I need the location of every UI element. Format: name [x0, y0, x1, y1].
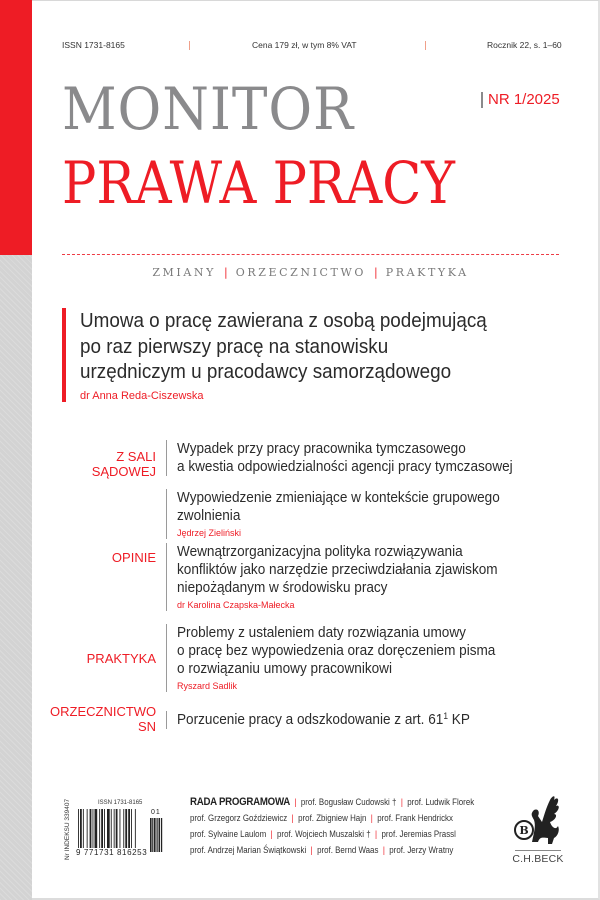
- table-of-contents: [50, 440, 590, 739]
- barcode-bar: [131, 809, 132, 851]
- title-line: o pracę bez wypowiedzenia oraz doręczeniem pisma: [177, 643, 496, 659]
- board-member: prof. Bernd Waas: [317, 845, 379, 855]
- barcode-bar: [120, 809, 121, 851]
- title-line: o rozwiązaniu umowy pracownikowi: [177, 661, 392, 677]
- board-label: RADA PROGRAMOWA: [190, 796, 291, 808]
- title-line: Wypowiedzenie zmieniające w kontekście grupowego: [177, 490, 500, 506]
- program-board: [190, 794, 508, 858]
- issue-bar: [481, 92, 483, 108]
- section-list: [62, 266, 559, 279]
- toc-entry-author: dr Karolina Czapska-Małecka: [177, 600, 295, 610]
- board-member: prof. Zbigniew Hajn: [298, 813, 367, 823]
- barcode-addon-icon: [150, 818, 164, 852]
- issn-text: ISSN 1731-8165: [62, 40, 125, 50]
- toc-section: [50, 704, 590, 739]
- barcode-bar: [107, 809, 110, 851]
- lead-article-title: [80, 308, 558, 385]
- barcode-bar: [90, 809, 92, 851]
- category-line: SN: [137, 719, 156, 734]
- board-line: prof. Andrzej Marian Świątkowski | prof. Bernd Waas | prof. Jerzy Wratny: [190, 845, 454, 855]
- toc-entry: [166, 543, 590, 611]
- section-separator: |: [224, 266, 228, 279]
- barcode-bar: [99, 809, 100, 851]
- title-line: Wypadek przy pracy pracownika tymczasowego: [177, 441, 466, 457]
- header-separator: [425, 41, 426, 50]
- barcode-bar: [95, 809, 98, 851]
- barcode-addon-number: 01: [151, 809, 161, 816]
- barcode-bar: [135, 809, 136, 851]
- publisher-name: C.H.BECK: [512, 853, 564, 865]
- barcode-bar: [101, 809, 103, 851]
- barcode-addon-bar: [161, 818, 162, 852]
- toc-entry-title: [177, 543, 561, 597]
- section-item: ORZECZNICTWO: [235, 266, 366, 279]
- board-member: prof. Grzegorz Goździewicz: [190, 813, 288, 823]
- griffin-logo-icon: [512, 792, 564, 848]
- toc-entry-author: Ryszard Sadlik: [177, 681, 238, 691]
- price-text: Cena 179 zł, w tym 8% VAT: [252, 40, 357, 50]
- magazine-title-line2: PRAWA PRACY: [62, 149, 455, 217]
- barcode-bar: [83, 809, 84, 851]
- board-member: prof. Jerzy Wratny: [389, 845, 454, 855]
- barcode-bar: [87, 809, 88, 851]
- lead-article: [62, 308, 600, 402]
- barcode-bar: [111, 809, 112, 851]
- section-separator: |: [374, 266, 378, 279]
- barcode-bar: [104, 809, 105, 851]
- board-member: prof. Frank Hendrickx: [377, 813, 453, 823]
- barcode-issn: ISSN 1731-8165: [98, 800, 143, 806]
- lead-title-line: Umowa o pracę zawierana z osobą podejmującą: [80, 309, 487, 332]
- toc-section: [50, 440, 590, 489]
- section-item: PRAKTYKA: [385, 266, 469, 279]
- lead-article-author: dr Anna Reda-Ciszewska: [80, 389, 204, 402]
- barcode-bar: [78, 809, 79, 851]
- barcode-bar: [128, 809, 130, 851]
- title-line: Wewnątrzorganizacyjna polityka rozwiązywania: [177, 544, 463, 560]
- toc-category: PRAKTYKA: [86, 651, 156, 666]
- board-member: prof. Bogusław Cudowski †: [300, 797, 397, 807]
- board-member: prof. Ludwik Florek: [407, 797, 475, 807]
- toc-entry-title: [177, 624, 561, 678]
- title-line: Problemy z ustaleniem daty rozwiązania umowy: [177, 625, 466, 641]
- barcode-bar: [123, 809, 124, 851]
- toc-entry-author: Jędrzej Zieliński: [177, 528, 242, 538]
- barcode-bar: [93, 809, 94, 851]
- title-text: KP: [447, 712, 470, 728]
- header-info-line: [62, 40, 560, 54]
- publisher-logo: [512, 792, 576, 872]
- index-number-text: Nr INDEKSU 339407: [64, 798, 71, 860]
- toc-category: Z SALI SĄDOWEJ: [91, 449, 156, 479]
- magazine-title-line1: MONITOR: [62, 75, 355, 143]
- barcode-addon-bar: [150, 818, 152, 852]
- barcode-icon: [78, 809, 146, 851]
- lead-title-line: po raz pierwszy pracę na stanowisku: [80, 334, 389, 358]
- board-member: prof. Andrzej Marian Świątkowski: [190, 845, 307, 855]
- barcode-addon-bar: [159, 818, 161, 852]
- title-line: niepożądanym w środowisku pracy: [177, 580, 388, 596]
- barcode-bar: [125, 809, 127, 851]
- section-item: ZMIANY: [152, 266, 216, 279]
- title-line: a kwestia odpowiedzialności agencji pracy tymczasowej: [177, 459, 513, 475]
- title-text: Porzucenie pracy a odszkodowanie z art. 61: [177, 712, 444, 728]
- barcode-addon-bar: [157, 818, 158, 852]
- toc-section: [50, 489, 590, 624]
- barcode: [64, 800, 169, 860]
- toc-entry-title: [177, 489, 561, 525]
- toc-entry-title: [177, 440, 561, 476]
- board-member: prof. Jeremias Prassl: [381, 829, 456, 839]
- toc-entry: [166, 624, 590, 692]
- header-separator: [189, 41, 190, 50]
- barcode-bar: [114, 809, 115, 851]
- barcode-number: 9 771731 816253: [76, 848, 148, 857]
- toc-entry: [166, 711, 590, 729]
- volume-text: Rocznik 22, s. 1–60: [487, 40, 562, 50]
- barcode-addon-bar: [152, 818, 153, 852]
- board-member: prof. Sylvaine Laulom: [190, 829, 267, 839]
- barcode-bar: [80, 809, 82, 851]
- issue-text: NR 1/2025: [488, 91, 560, 108]
- toc-section: [50, 624, 590, 704]
- dashed-divider: [62, 254, 559, 255]
- category-line: ORZECZNICTWO: [50, 704, 157, 719]
- red-side-strip: [0, 0, 32, 255]
- footer: [0, 788, 600, 888]
- toc-entry-title: [177, 711, 561, 729]
- issue-number: [481, 91, 560, 108]
- board-line: prof. Sylvaine Laulom | prof. Wojciech Muszalski † | prof. Jeremias Prassl: [190, 829, 456, 839]
- title-line: konfliktów jako narzędzie przeciwdziałania zjawiskom: [177, 562, 498, 578]
- barcode-bar: [116, 809, 118, 851]
- toc-entry: [166, 440, 590, 476]
- board-member: prof. Wojciech Muszalski †: [277, 829, 371, 839]
- logo-rule: [515, 850, 561, 851]
- toc-entry: [166, 489, 590, 539]
- title-line: zwolnienia: [177, 508, 241, 524]
- board-line: prof. Grzegorz Goździewicz | prof. Zbigniew Hajn | prof. Frank Hendrickx: [190, 813, 453, 823]
- svg-text:B: B: [519, 824, 529, 837]
- board-line: RADA PROGRAMOWA | prof. Bogusław Cudowski † | prof. Ludwik Florek: [190, 796, 475, 808]
- toc-category: [50, 704, 166, 739]
- superscript: 1: [443, 711, 448, 721]
- barcode-addon-bar: [154, 818, 156, 852]
- lead-title-line: urzędniczym u pracodawcy samorządowego: [80, 360, 452, 383]
- toc-category: OPINIE: [111, 550, 156, 565]
